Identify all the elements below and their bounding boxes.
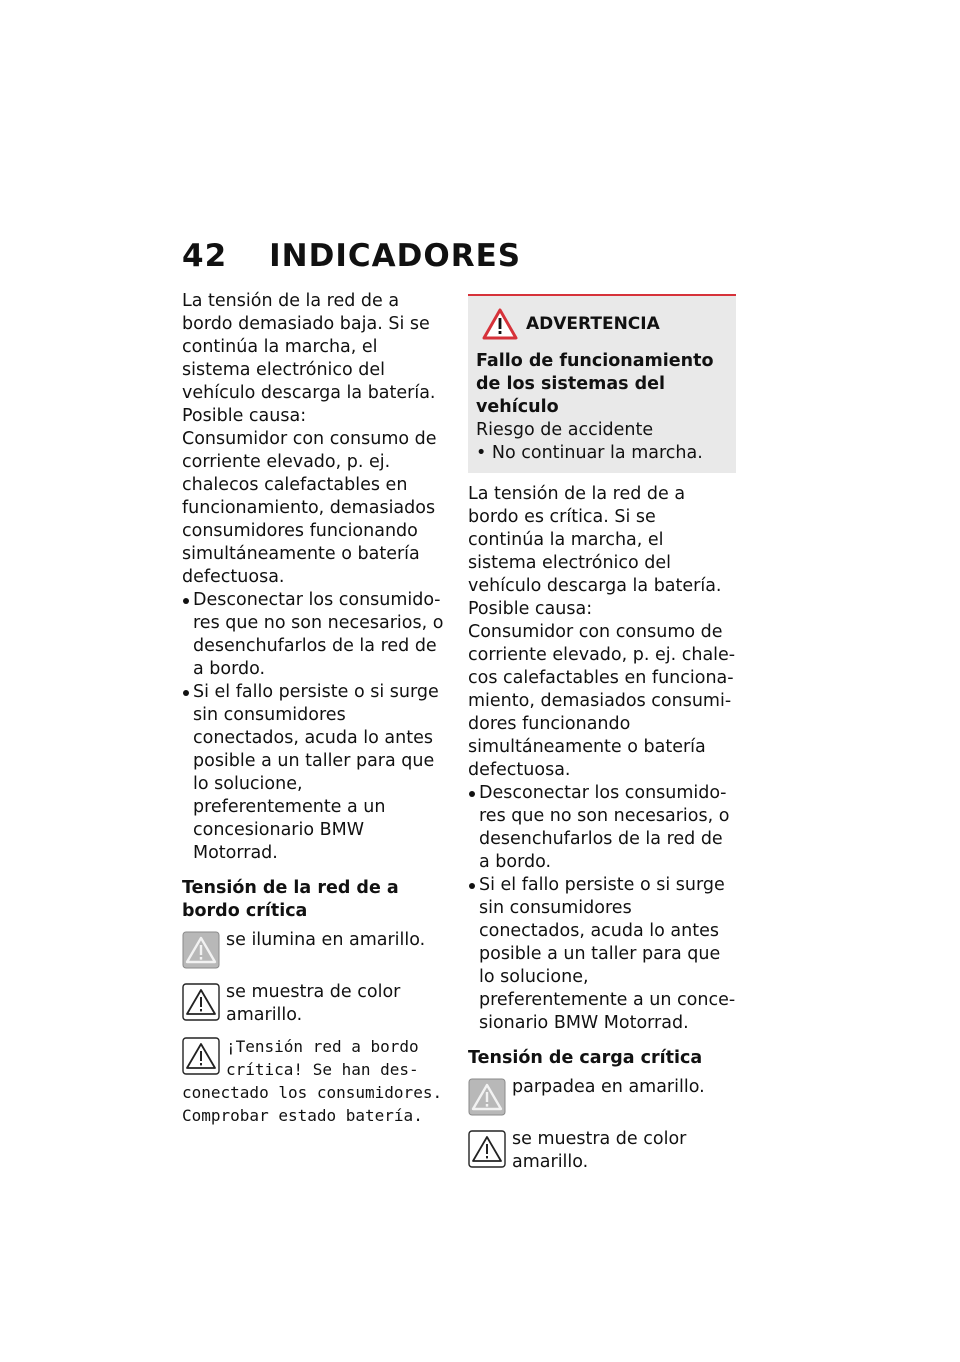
right-cause-label: Posible causa:: [468, 599, 593, 619]
right-section-heading: Tensión de carga crítica: [468, 1048, 703, 1068]
warning-action: • No continuar la marcha.: [476, 443, 703, 463]
warning-triangle-outline-icon: [468, 1130, 506, 1168]
page-title: [182, 238, 521, 274]
warning-triangle-outline-icon: [182, 983, 220, 1021]
right-bullet-list: [468, 782, 736, 1035]
display-message: [182, 1035, 448, 1127]
list-item: Desconectar los consumidores que no son necesarios, o desenchufarlos de la red de a bordo.: [468, 782, 736, 874]
left-bullet-list: [182, 589, 448, 865]
left-intro: La tensión de la red de a bordo demasiado baja. Si se continúa la marcha, el sistema electrónico del vehículo descarga la batería.: [182, 291, 436, 403]
left-cause-label: Posible causa:: [182, 406, 307, 426]
page-number: 42: [182, 238, 228, 274]
warning-header: [476, 308, 728, 340]
warning-risk: Riesgo de accidente: [476, 420, 654, 440]
left-cause-text: Consumidor con consumo de corriente elevado, p. ej. chalecos calefactables en funcionamiento, demasiados consumidores funcionando simultáneamente o batería defectuosa.: [182, 429, 437, 587]
warning-lamp-filled-icon: [182, 931, 220, 969]
right-indicator-row-1: [468, 1076, 736, 1116]
right-indicator-text-1: parpadea en amarillo.: [512, 1077, 705, 1097]
right-indicator-text-2: se muestra de color amarillo.: [512, 1129, 687, 1172]
warning-lamp-filled-icon: [468, 1078, 506, 1116]
left-indicator-text-1: se ilumina en amarillo.: [226, 930, 426, 950]
left-section-heading: Tensión de la red de a bordo crítica: [182, 878, 399, 921]
list-item: Si el fallo persiste o si surge sin consumidores conectados, acuda lo antes posible a un taller para que lo solucione, preferentemente a un concesionario BMW Motorrad.: [182, 681, 448, 865]
left-column: [182, 290, 448, 1127]
warning-triangle-outline-icon: [182, 1037, 220, 1075]
list-item: Si el fallo persiste o si surge sin consumidores conectados, acuda lo antes posible a un taller para que lo solucione, preferentemente a un concesionario BMW Motorrad.: [468, 874, 736, 1035]
left-indicator-text-2: se muestra de color amarillo.: [226, 982, 401, 1025]
left-indicator-row-1: [182, 929, 448, 969]
right-column: [468, 294, 736, 1174]
warning-box: [468, 294, 736, 473]
list-item: Desconectar los consumidores que no son necesarios, o desenchufarlos de la red de a bordo.: [182, 589, 448, 681]
warning-title: Fallo de funcionamiento de los sistemas del vehículo: [476, 351, 714, 417]
display-message-text: ¡Tensión red a bordo crítica! Se han desconectado los consumidores. Comprobar estado batería.: [182, 1037, 443, 1125]
right-indicator-row-2: [468, 1128, 736, 1174]
left-indicator-row-2: [182, 981, 448, 1027]
section-title: INDICADORES: [269, 238, 522, 274]
warning-red-triangle-icon: [482, 308, 518, 340]
right-intro: La tensión de la red de a bordo es crítica. Si se continúa la marcha, el sistema electrónico del vehículo descarga la batería.: [468, 484, 722, 596]
right-cause-text: Consumidor con consumo de corriente elevado, p. ej. chalecos calefactables en funcionamiento, demasiados consumidores funcionando simultáneamente o batería defectuosa.: [468, 622, 736, 780]
warning-label: ADVERTENCIA: [526, 313, 660, 334]
